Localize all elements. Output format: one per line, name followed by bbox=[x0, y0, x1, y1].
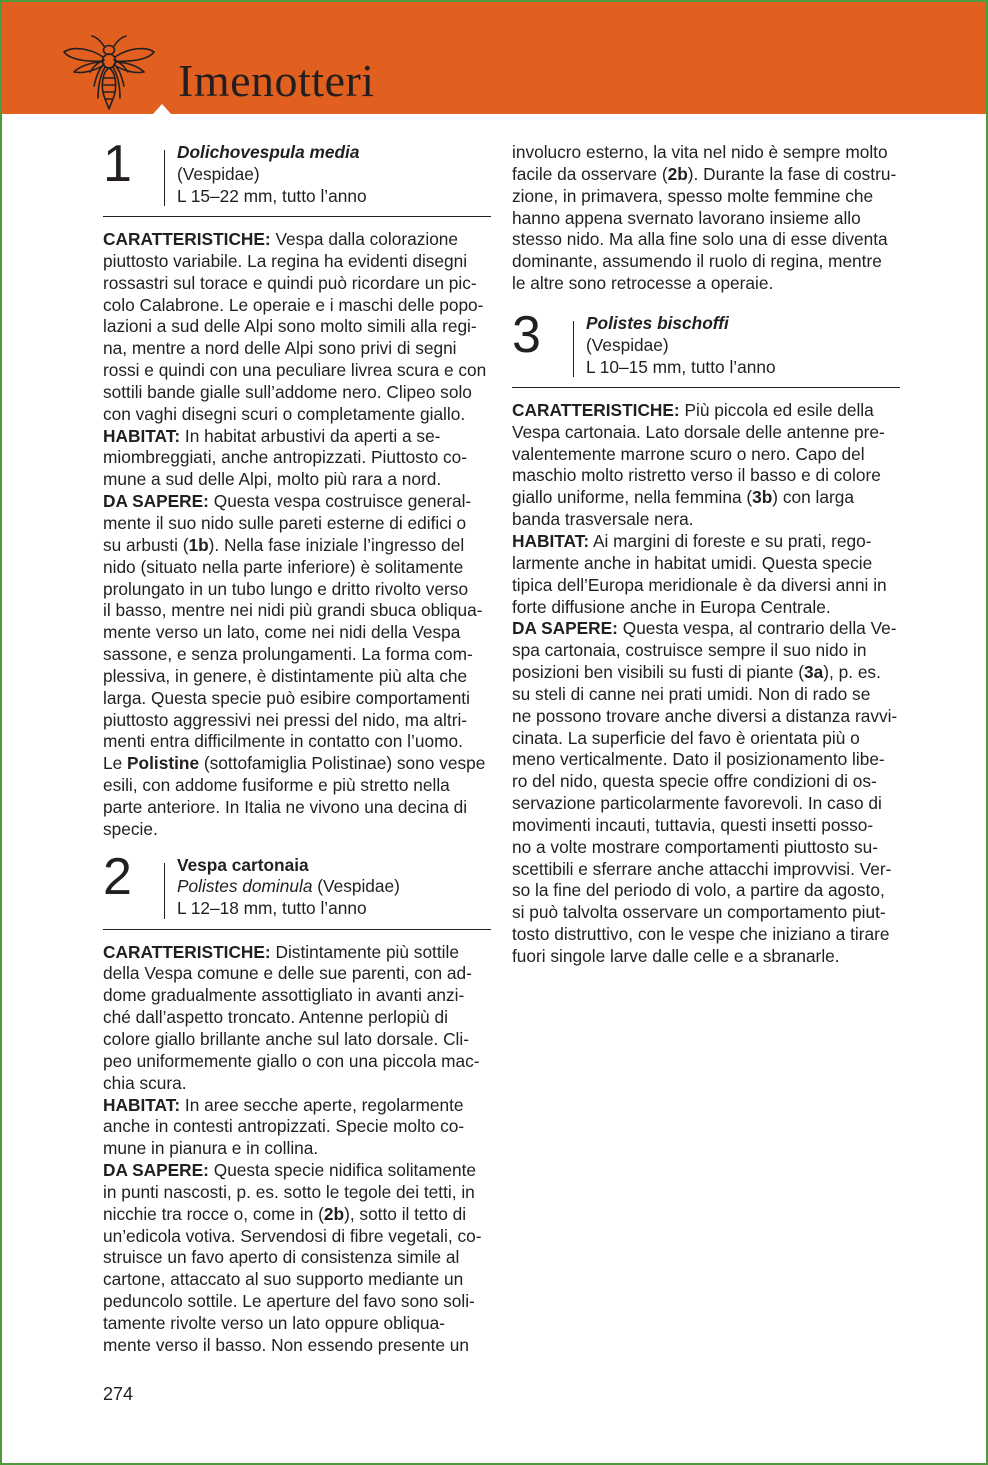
left-column bbox=[103, 135, 491, 1357]
text-run: il basso, mentre nei nidi più grandi sbuca obliqua- bbox=[103, 600, 483, 621]
text-run: hanno appena svernato lavorano insieme allo bbox=[512, 207, 861, 228]
text-line bbox=[512, 186, 900, 208]
text-line bbox=[103, 316, 491, 338]
text-run: Questa vespa, al contrario della Ve- bbox=[617, 618, 897, 639]
entry-rule bbox=[512, 387, 900, 388]
text-line bbox=[512, 444, 900, 466]
species-size: L 15–22 mm, tutto l’anno bbox=[177, 185, 367, 206]
entry-divider bbox=[573, 321, 574, 377]
text-line bbox=[103, 1226, 491, 1248]
text-run: colore giallo brillante anche sul lato dorsale. Cli- bbox=[103, 1029, 469, 1049]
text-line bbox=[103, 1051, 491, 1073]
text-line bbox=[103, 1335, 491, 1357]
text-run: banda trasversale nera. bbox=[512, 509, 694, 530]
entry-rule bbox=[103, 216, 491, 217]
entry-1-header bbox=[103, 135, 491, 206]
text-line bbox=[103, 666, 491, 688]
text-line bbox=[512, 400, 900, 422]
text-run: le altre sono retrocesse a operaie. bbox=[512, 273, 774, 294]
text-line bbox=[512, 859, 900, 881]
text-run: tosto distruttivo, con le vespe che iniziano a tirare bbox=[512, 924, 890, 945]
text-run: prolungato in un tubo lungo e dritto rivolto verso bbox=[103, 578, 469, 599]
text-run: na, mentre a nord delle Alpi sono privi di segni bbox=[103, 338, 457, 359]
species-scientific-name: Polistes dominula bbox=[177, 876, 313, 897]
species-family: (Vespidae) bbox=[586, 334, 669, 355]
text-line bbox=[512, 771, 900, 793]
text-line bbox=[512, 229, 900, 251]
section-label: HABITAT: bbox=[512, 530, 590, 551]
text-run: su steli di canne nei prati umidi. Non di rado se bbox=[512, 683, 871, 704]
text-line bbox=[103, 469, 491, 491]
text-line bbox=[512, 618, 900, 640]
species-family: (Vespidae) bbox=[177, 163, 260, 184]
text-line bbox=[103, 985, 491, 1007]
text-run: larga. Questa specie può esibire comportamenti bbox=[103, 687, 470, 708]
entry-number: 2 bbox=[103, 847, 132, 906]
text-line bbox=[103, 360, 491, 382]
text-line bbox=[103, 1116, 491, 1138]
text-run: mune a sud delle Alpi, molto più rara a nord. bbox=[103, 469, 442, 490]
text-line bbox=[103, 295, 491, 317]
text-line bbox=[512, 815, 900, 837]
text-run: anche in contesti antropizzati. Specie molto co- bbox=[103, 1116, 465, 1137]
text-run: spa cartonaia, costruisce sempre il suo nido in bbox=[512, 640, 867, 661]
text-run: zione, in primavera, spesso molte femmine che bbox=[512, 185, 874, 206]
species-family: (Vespidae) bbox=[312, 876, 400, 897]
text-run: valentemente marrone scuro o nero. Capo del bbox=[512, 443, 865, 464]
wasp-icon bbox=[58, 32, 162, 112]
text-run: mune in pianura e in collina. bbox=[103, 1138, 319, 1159]
text-line bbox=[512, 208, 900, 230]
text-run: Ai margini di foreste e su prati, rego- bbox=[589, 530, 872, 551]
text-line bbox=[512, 749, 900, 771]
entry-3-header bbox=[512, 305, 900, 377]
text-line bbox=[103, 535, 491, 557]
chapter-title: Imenotteri bbox=[178, 55, 375, 106]
text-run: Più piccola ed esile della bbox=[679, 399, 874, 420]
text-run: movimenti incauti, tuttavia, questi insetti posso- bbox=[512, 814, 874, 835]
text-run: mente il suo nido sulle pareti esterne di edifici o bbox=[103, 512, 467, 533]
text-run: struisce un favo aperto di consistenza simile al bbox=[103, 1247, 460, 1268]
text-run: Vespa cartonaia. Lato dorsale delle antenne pre- bbox=[512, 421, 885, 442]
text-line bbox=[103, 1204, 491, 1226]
text-line bbox=[103, 382, 491, 404]
header-notch bbox=[153, 104, 171, 114]
text-run: ). Nella fase iniziale l’ingresso del bbox=[208, 534, 465, 555]
text-run: fuori singole larve dalle celle e a sbranarle. bbox=[512, 946, 840, 966]
text-line bbox=[103, 338, 491, 360]
text-run: Questa specie nidifica solitamente bbox=[208, 1160, 476, 1181]
text-run: tamente rivolte verso un lato oppure obliqua- bbox=[103, 1312, 445, 1333]
text-line bbox=[103, 1029, 491, 1051]
text-run: ché dall’aspetto troncato. Antenne perlopiù di bbox=[103, 1007, 448, 1028]
entry-rule bbox=[103, 929, 491, 930]
text-run: Distintamente più sottile bbox=[270, 941, 459, 962]
text-run: mente verso il basso. Non essendo presente un bbox=[103, 1334, 470, 1355]
text-run: ), p. es. bbox=[823, 662, 881, 683]
figure-ref: 3b bbox=[752, 487, 773, 508]
text-line bbox=[512, 273, 900, 295]
text-run: su arbusti ( bbox=[103, 534, 189, 555]
text-line bbox=[103, 1313, 491, 1335]
page-number: 274 bbox=[103, 1384, 134, 1404]
text-line bbox=[103, 513, 491, 535]
text-line bbox=[103, 1247, 491, 1269]
section-label: DA SAPERE: bbox=[103, 1160, 209, 1181]
text-line bbox=[512, 465, 900, 487]
text-run: scettibili e sferrare anche attacchi improvvisi. Ver- bbox=[512, 858, 892, 879]
text-line bbox=[512, 706, 900, 728]
text-run: sassone, e senza prolungamenti. La forma com- bbox=[103, 644, 473, 665]
entry-2-header bbox=[103, 847, 491, 919]
section-label: CARATTERISTICHE: bbox=[512, 399, 680, 420]
text-run: In habitat arbustivi da aperti a se- bbox=[180, 425, 441, 446]
text-run: stesso nido. Ma alla fine solo una di esse diventa bbox=[512, 229, 888, 250]
section-label: HABITAT: bbox=[103, 425, 181, 446]
text-line bbox=[512, 902, 900, 924]
text-run: un’edicola votiva. Servendosi di fibre vegetali, co- bbox=[103, 1225, 482, 1246]
species-name: Polistes bischoffi bbox=[586, 312, 729, 333]
text-line bbox=[512, 251, 900, 273]
text-line bbox=[103, 710, 491, 732]
text-run: piuttosto variabile. La regina ha evidenti disegni bbox=[103, 250, 468, 271]
text-run: (sottofamiglia Polistinae) sono vespe bbox=[199, 753, 486, 774]
text-run: ro del nido, questa specie offre condizioni di os- bbox=[512, 771, 877, 792]
text-line bbox=[103, 491, 491, 513]
right-column bbox=[512, 142, 900, 968]
text-run: lazioni a sud delle Alpi sono molto simili alla regi- bbox=[103, 316, 477, 337]
text-line bbox=[512, 575, 900, 597]
text-run: ). Durante la fase di costru- bbox=[687, 163, 897, 184]
section-label: DA SAPERE: bbox=[103, 491, 209, 512]
text-run: ne possono trovare anche diversi a distanza ravvi- bbox=[512, 705, 898, 726]
text-line bbox=[103, 753, 491, 775]
text-run: posizioni ben visibili su fusti di piante ( bbox=[512, 662, 805, 683]
text-line bbox=[512, 142, 900, 164]
text-line bbox=[103, 1182, 491, 1204]
text-run: miombreggiati, anche antropizzati. Piuttosto co- bbox=[103, 447, 468, 468]
text-run: no a volte mostrare comportamenti piuttosto su- bbox=[512, 836, 878, 857]
figure-ref: 2b bbox=[667, 163, 688, 184]
text-run: involucro esterno, la vita nel nido è sempre molto bbox=[512, 142, 888, 162]
text-run: so la fine del periodo di volo, a partire da agosto, bbox=[512, 880, 885, 901]
text-run: peo uniformemente giallo o con una piccola mac- bbox=[103, 1050, 480, 1071]
section-label: DA SAPERE: bbox=[512, 618, 618, 639]
text-line bbox=[103, 1095, 491, 1117]
entry-2-info bbox=[177, 855, 400, 921]
section-label: CARATTERISTICHE: bbox=[103, 941, 271, 962]
text-run: ) con larga bbox=[772, 487, 854, 508]
text-line bbox=[103, 731, 491, 753]
text-line bbox=[512, 728, 900, 750]
text-line bbox=[103, 579, 491, 601]
text-run: peduncolo sottile. Le aperture del favo sono soli- bbox=[103, 1291, 475, 1312]
text-run: specie. bbox=[103, 818, 158, 839]
species-common-name: Vespa cartonaia bbox=[177, 854, 309, 875]
section-label: CARATTERISTICHE: bbox=[103, 229, 271, 249]
text-line bbox=[512, 684, 900, 706]
text-run: In aree secche aperte, regolarmente bbox=[180, 1094, 464, 1115]
entry-2-text-continued bbox=[512, 142, 900, 295]
text-run: nido (situato nella parte inferiore) è solitamente bbox=[103, 556, 464, 577]
text-run: esili, con addome fusiforme e più stretto nella bbox=[103, 775, 450, 796]
section-label: HABITAT: bbox=[103, 1094, 181, 1115]
entry-number: 1 bbox=[103, 135, 132, 193]
text-run: rossi e quindi con una peculiare livrea scura e con bbox=[103, 360, 487, 381]
text-line bbox=[512, 487, 900, 509]
text-run: cinata. La superficie del favo è orientata più o bbox=[512, 727, 860, 748]
text-line bbox=[103, 557, 491, 579]
text-run: colo Calabrone. Le operaie e i maschi delle popo- bbox=[103, 294, 484, 315]
text-line bbox=[512, 640, 900, 662]
entry-3-info bbox=[586, 313, 776, 379]
text-line bbox=[103, 688, 491, 710]
text-run: mente verso un lato, come nei nidi della Vespa bbox=[103, 622, 461, 643]
entry-1-text bbox=[103, 229, 491, 841]
text-run: meno verticalmente. Dato il posizionamento libe- bbox=[512, 749, 885, 770]
text-line bbox=[512, 597, 900, 619]
text-line bbox=[512, 164, 900, 186]
text-run: si può talvolta osservare un comportamento piut- bbox=[512, 902, 886, 923]
text-line bbox=[103, 1073, 491, 1095]
text-run: in punti nascosti, p. es. sotto le tegole dei tetti, in bbox=[103, 1181, 475, 1202]
text-run: con vaghi disegni scuri o completamente giallo. bbox=[103, 403, 466, 424]
text-run: della Vespa comune e delle sue parenti, con ad- bbox=[103, 963, 472, 984]
text-line bbox=[512, 924, 900, 946]
text-run: rossastri sul torace e quindi può ricordare un pic- bbox=[103, 272, 477, 293]
text-line bbox=[103, 819, 491, 841]
text-run: larmente anche in habitat umidi. Questa specie bbox=[512, 552, 873, 573]
text-run: Questa vespa costruisce general- bbox=[208, 491, 472, 512]
text-line bbox=[103, 251, 491, 273]
text-run: parte anteriore. In Italia ne vivono una decina di bbox=[103, 796, 468, 817]
text-run: plessiva, in genere, è distintamente più alta che bbox=[103, 665, 468, 686]
text-run: forte diffusione anche in Europa Centrale. bbox=[512, 596, 831, 617]
text-run: menti entra difficilmente in contatto con l’uomo. bbox=[103, 731, 463, 752]
text-run: Le bbox=[103, 753, 128, 774]
text-line bbox=[103, 1291, 491, 1313]
text-line bbox=[103, 447, 491, 469]
text-line bbox=[512, 837, 900, 859]
text-line bbox=[512, 422, 900, 444]
text-line bbox=[103, 1138, 491, 1160]
text-line bbox=[103, 229, 491, 251]
entry-2-text bbox=[103, 942, 491, 1357]
text-line bbox=[103, 1160, 491, 1182]
text-line bbox=[512, 662, 900, 684]
chapter-header bbox=[2, 2, 986, 114]
text-run: dominante, assumendo il ruolo di regina, mentre bbox=[512, 251, 882, 272]
species-size: L 12–18 mm, tutto l’anno bbox=[177, 898, 367, 919]
species-size: L 10–15 mm, tutto l’anno bbox=[586, 356, 776, 377]
text-run: ), sotto il tetto di bbox=[344, 1203, 467, 1224]
text-line bbox=[512, 553, 900, 575]
text-run: facile da osservare ( bbox=[512, 163, 668, 184]
text-line bbox=[103, 644, 491, 666]
text-run: giallo uniforme, nella femmina ( bbox=[512, 487, 753, 508]
text-line bbox=[103, 1007, 491, 1029]
entry-number: 3 bbox=[512, 305, 541, 364]
entry-1-info bbox=[177, 142, 367, 208]
figure-ref: Polistine bbox=[127, 753, 200, 774]
text-line bbox=[512, 946, 900, 968]
text-line bbox=[103, 273, 491, 295]
text-line bbox=[103, 426, 491, 448]
text-line bbox=[103, 797, 491, 819]
entry-3-text bbox=[512, 400, 900, 968]
text-run: nicchie tra rocce o, come in ( bbox=[103, 1203, 324, 1224]
text-line bbox=[103, 404, 491, 426]
text-run: cartone, attaccato al suo supporto mediante un bbox=[103, 1269, 464, 1290]
text-run: chia scura. bbox=[103, 1072, 187, 1093]
text-run: tipica dell’Europa meridionale è da diversi anni in bbox=[512, 574, 887, 595]
text-run: Vespa dalla colorazione bbox=[270, 229, 459, 249]
text-line bbox=[103, 942, 491, 964]
text-line bbox=[103, 622, 491, 644]
text-line bbox=[512, 793, 900, 815]
text-line bbox=[512, 509, 900, 531]
entry-divider bbox=[164, 150, 165, 206]
text-line bbox=[103, 775, 491, 797]
text-line bbox=[512, 880, 900, 902]
figure-ref: 2b bbox=[323, 1203, 345, 1224]
figure-ref: 1b bbox=[188, 534, 209, 555]
entry-divider bbox=[164, 863, 165, 919]
text-line bbox=[103, 963, 491, 985]
text-line bbox=[103, 600, 491, 622]
text-run: servazione particolarmente favorevoli. In caso di bbox=[512, 793, 882, 814]
text-run: piuttosto aggressivi nei pressi del nido, ma altri- bbox=[103, 709, 468, 730]
text-run: maschio molto ristretto verso il basso e di colore bbox=[512, 465, 881, 486]
text-line bbox=[512, 531, 900, 553]
text-line bbox=[103, 1269, 491, 1291]
figure-ref: 3a bbox=[804, 662, 824, 683]
text-run: dome gradualmente assottigliato in avanti anzi- bbox=[103, 985, 465, 1006]
species-name: Dolichovespula media bbox=[177, 142, 360, 162]
text-run: sottili bande gialle sull’addome nero. Clipeo solo bbox=[103, 381, 472, 402]
